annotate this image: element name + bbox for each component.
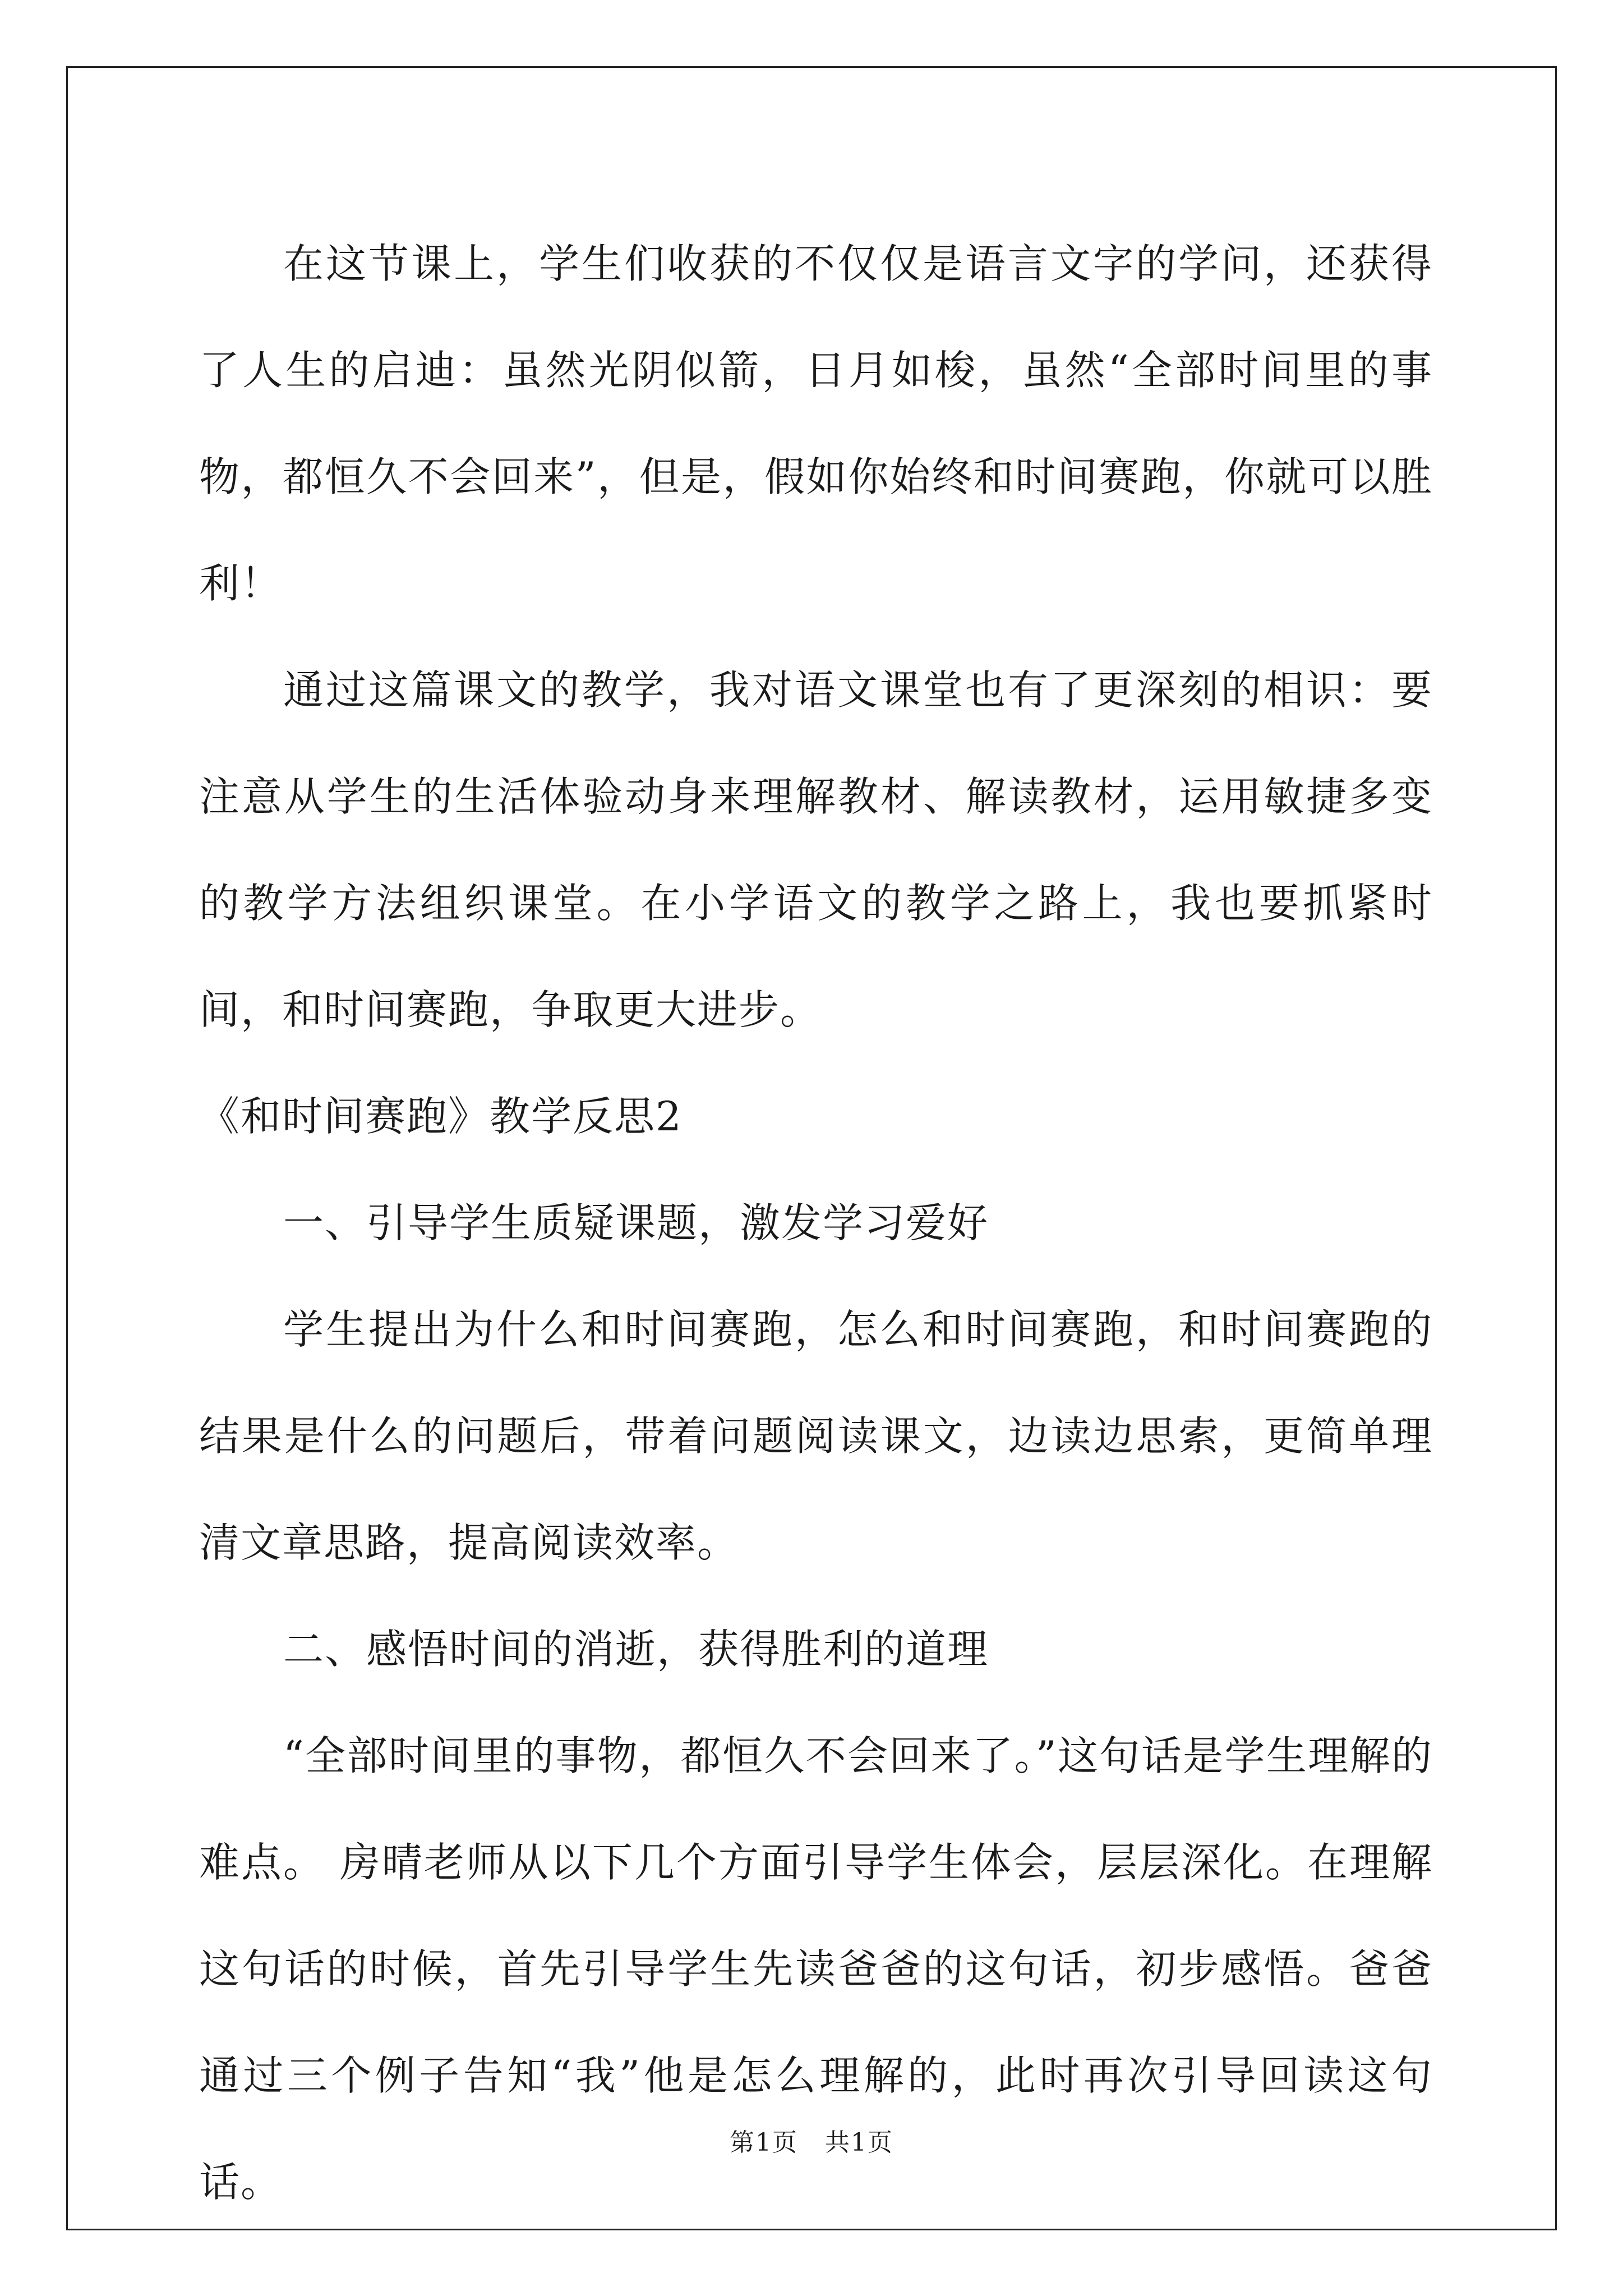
page-number: 第1页	[730, 2128, 798, 2157]
paragraph-3: 学生提出为什么和时间赛跑，怎么和时间赛跑，和时间赛跑的结果是什么的问题后，带着问题阅读课文，边读边思索，更简单理清文章思路，提高阅读效率。	[199, 1306, 1433, 1566]
section-heading: 《和时间赛跑》教学反思2	[199, 1093, 683, 1140]
paragraph-1: 在这节课上，学生们收获的不仅仅是语言文字的学问，还获得了人生的启迪：虽然光阴似箭，日月如梭，虽然“全部时间里的事物，都恒久不会回来”，但是，假如你始终和时间赛跑，你就可以胜利！	[199, 240, 1433, 607]
subheading-1: 一、引导学生质疑课题，激发学习爱好	[283, 1199, 989, 1246]
document-body	[199, 210, 1433, 2235]
subheading-2: 二、感悟时间的消逝，获得胜利的道理	[283, 1626, 989, 1673]
page-footer	[0, 2126, 1623, 2160]
paragraph-2: 通过这篇课文的教学，我对语文课堂也有了更深刻的相识：要注意从学生的生活体验动身来理解教材、解读教材，运用敏捷多变的教学方法组织课堂。在小学语文的教学之路上，我也要抓紧时间，和时间赛跑，争取更大进步。	[199, 666, 1433, 1033]
page-total: 共1页	[825, 2128, 893, 2157]
paragraph-4: “全部时间里的事物，都恒久不会回来了。”这句话是学生理解的难点。 房晴老师从以下几个方面引导学生体会，层层深化。在理解这句话的时候，首先引导学生先读爸爸的这句话，初步感悟。爸爸通过三个例子告知“我”他是怎么理解的，此时再次引导回读这句话。	[199, 1732, 1433, 2206]
